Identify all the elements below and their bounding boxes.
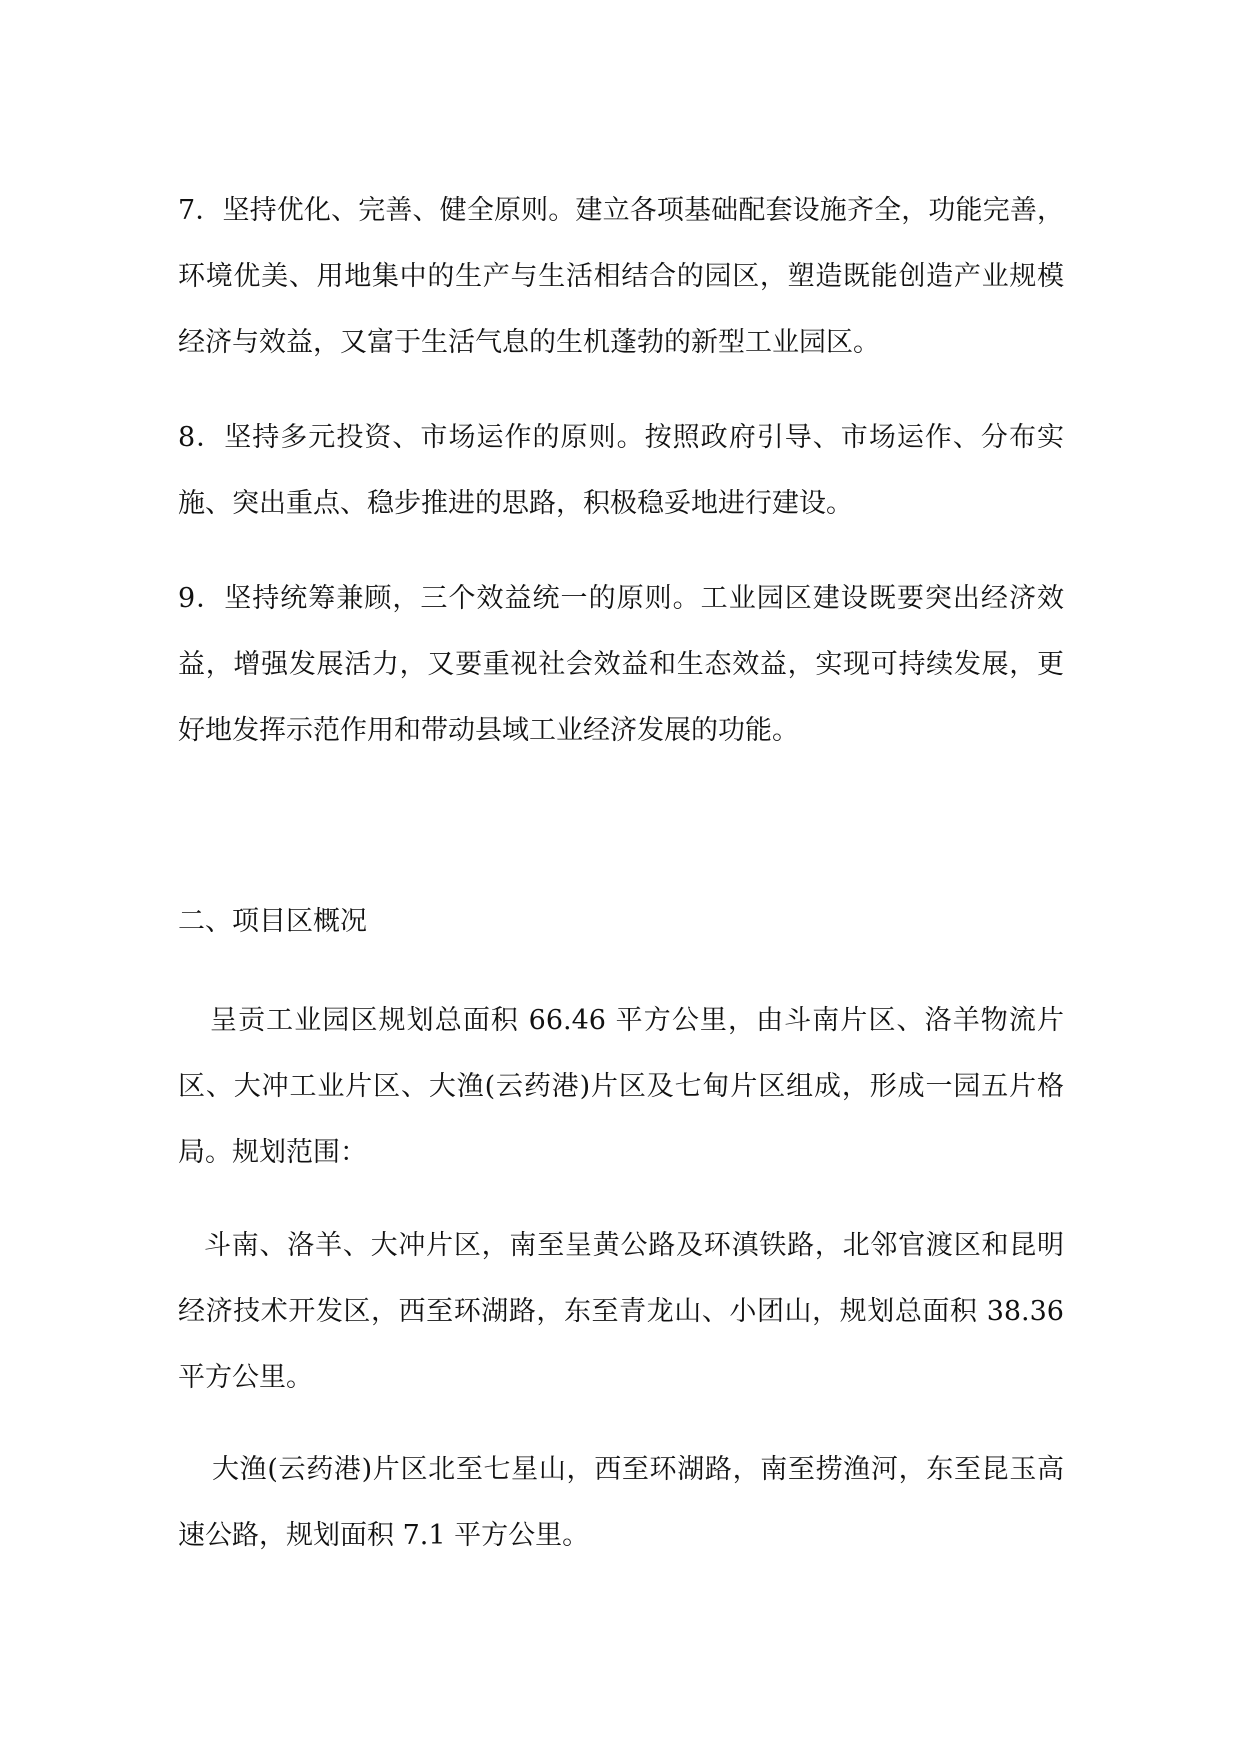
principle-9-paragraph: 9．坚持统筹兼顾，三个效益统一的原则。工业园区建设既要突出经济效益，增强发展活力，又要重视社会效益和生态效益，实现可持续发展，更好地发挥示范作用和带动县域工业经济发展的功能。	[178, 583, 1064, 746]
section-heading: 二、项目区概况	[178, 906, 367, 937]
dayu-area-paragraph: 大渔(云药港)片区北至七星山，西至环湖路，南至捞渔河，东至昆玉高速公路，规划面积 7.1 平方公里。	[178, 1454, 1064, 1551]
principle-7-paragraph: 7．坚持优化、完善、健全原则。建立各项基础配套设施齐全，功能完善，环境优美、用地集中的生产与生活相结合的园区，塑造既能创造产业规模经济与效益，又富于生活气息的生机蓬勃的新型工业园区。	[178, 195, 1064, 358]
dounan-area-paragraph: 斗南、洛羊、大冲片区，南至呈黄公路及环滇铁路，北邻官渡区和昆明经济技术开发区，西至环湖路，东至青龙山、小团山，规划总面积 38.36 平方公里。	[178, 1230, 1064, 1393]
principle-8-paragraph: 8．坚持多元投资、市场运作的原则。按照政府引导、市场运作、分布实施、突出重点、稳步推进的思路，积极稳妥地进行建设。	[178, 422, 1064, 519]
park-overview-paragraph: 呈贡工业园区规划总面积 66.46 平方公里，由斗南片区、洛羊物流片区、大冲工业片区、大渔(云药港)片区及七甸片区组成，形成一园五片格局。规划范围：	[178, 1005, 1064, 1168]
